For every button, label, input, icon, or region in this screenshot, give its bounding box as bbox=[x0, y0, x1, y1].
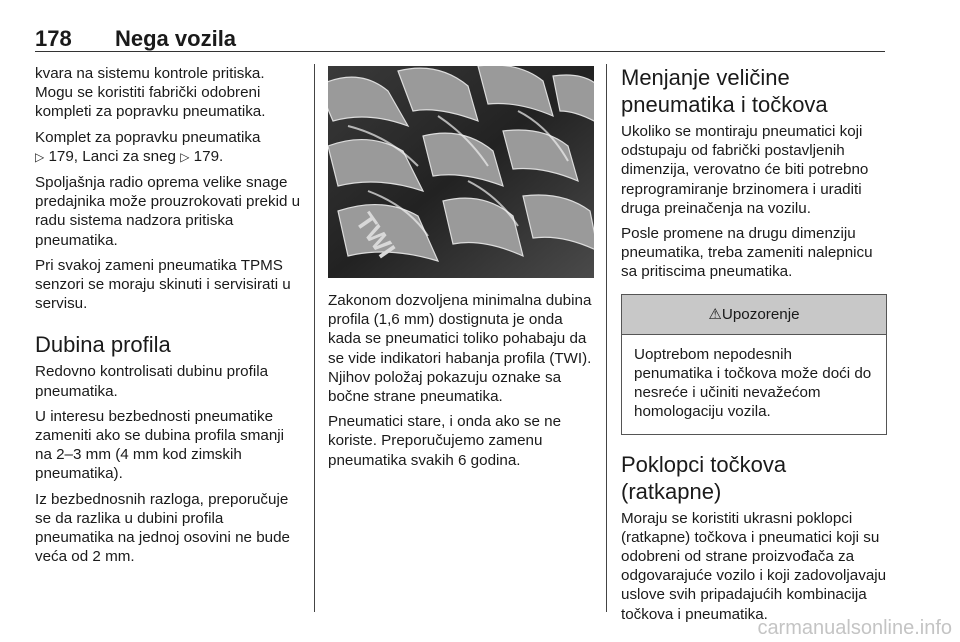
tire-tread-illustration bbox=[328, 66, 594, 278]
tire-tread-image bbox=[328, 66, 594, 278]
warning-header bbox=[622, 295, 886, 335]
warning-text: Uoptrebom nepodesnih penumatika i točkova može doći do nesreće i učiniti nevažećom homologaciju vozila. bbox=[634, 345, 872, 421]
section-title: Nega vozila bbox=[115, 26, 237, 51]
heading-size-change: Menjanje veličine pneumatika i točkova bbox=[621, 65, 828, 117]
column-divider-1 bbox=[314, 64, 315, 612]
paragraph: Spoljašnja radio oprema velike snage predajnika može prouzrokovati prekid u radu sistema nadzora pritiska pneumatika. bbox=[35, 174, 301, 249]
paragraph: U interesu bezbednosti pneumatike zameniti ako se dubina profila smanji na 2–3 mm (4 mm kod zimskih pneumatika). bbox=[35, 407, 285, 483]
paragraph: Redovno kontrolisati dubinu profila pneumatika. bbox=[35, 363, 269, 400]
paragraph: Pri svakoj zameni pneumatika TPMS senzori se moraju skinuti i servisirati u servisu. bbox=[35, 256, 291, 313]
warning-box bbox=[621, 294, 887, 435]
watermark: carmanualsonline.info bbox=[757, 617, 952, 639]
paragraph-repair-kit: Komplet za popravku pneumatika ▷ 179, Lanci za sneg ▷ 179. bbox=[35, 128, 261, 165]
warning-title: Upozorenje bbox=[721, 305, 800, 323]
paragraph: Zakonom dozvoljena minimalna dubina profila (1,6 mm) dostignuta je onda kada se pneumatici toliko pohabaju da se vide indikatori habanja profila (TWI). Njihov položaj pokazuju oznake sa bočne strane pneumatika. bbox=[328, 292, 592, 406]
page-ref[interactable]: 179, Lanci za sneg bbox=[48, 147, 176, 165]
twi-label: TWI bbox=[349, 206, 402, 264]
page-ref-arrow-icon: ▷ bbox=[35, 149, 45, 164]
page-number: 178 bbox=[35, 26, 72, 51]
page-ref[interactable]: 179. bbox=[193, 147, 224, 165]
header-rule bbox=[35, 51, 885, 52]
warning-triangle-icon: ⚠ bbox=[708, 305, 722, 323]
heading-tread-depth: Dubina profila bbox=[35, 332, 171, 358]
page-ref-arrow-icon: ▷ bbox=[180, 149, 190, 164]
column-left bbox=[35, 64, 301, 572]
paragraph: Posle promene na drugu dimenziju pneumatika, treba zameniti nalepnicu sa pritiscima pneumatika. bbox=[621, 225, 873, 281]
heading-wheel-covers: Poklopci točkova (ratkapne) bbox=[621, 451, 787, 504]
column-middle bbox=[328, 291, 594, 476]
paragraph: Ukoliko se montiraju pneumatici koji odstupaju od fabrički postavljenih dimenzija, verovatno će biti potrebno reprogramiranje brzinomera i uraditi druga preinačenja na vozilu. bbox=[621, 123, 869, 217]
paragraph: Pneumatici stare, i onda ako se ne koriste. Preporučujemo zamenu pneumatika svakih 6 godina. bbox=[328, 413, 562, 469]
column-right bbox=[621, 64, 887, 630]
paragraph: kvara na sistemu kontrole pritiska. Mogu se koristiti fabrički odobreni kompleti za popravku pneumatika. bbox=[35, 65, 266, 121]
paragraph: Iz bezbednosnih razloga, preporučuje se da razlika u dubini profila pneumatika na jednoj osovini ne bude veća od 2 mm. bbox=[35, 490, 290, 566]
paragraph: Moraju se koristiti ukrasni poklopci (ratkapne) točkova i pneumatici koji su odobreni od strane proizvođača za odgovarajuće vozilo i koji zadovoljavaju uslove svih pripadajućih kombinacija točkova i pneumatika. bbox=[621, 509, 887, 623]
column-divider-2 bbox=[606, 64, 607, 612]
